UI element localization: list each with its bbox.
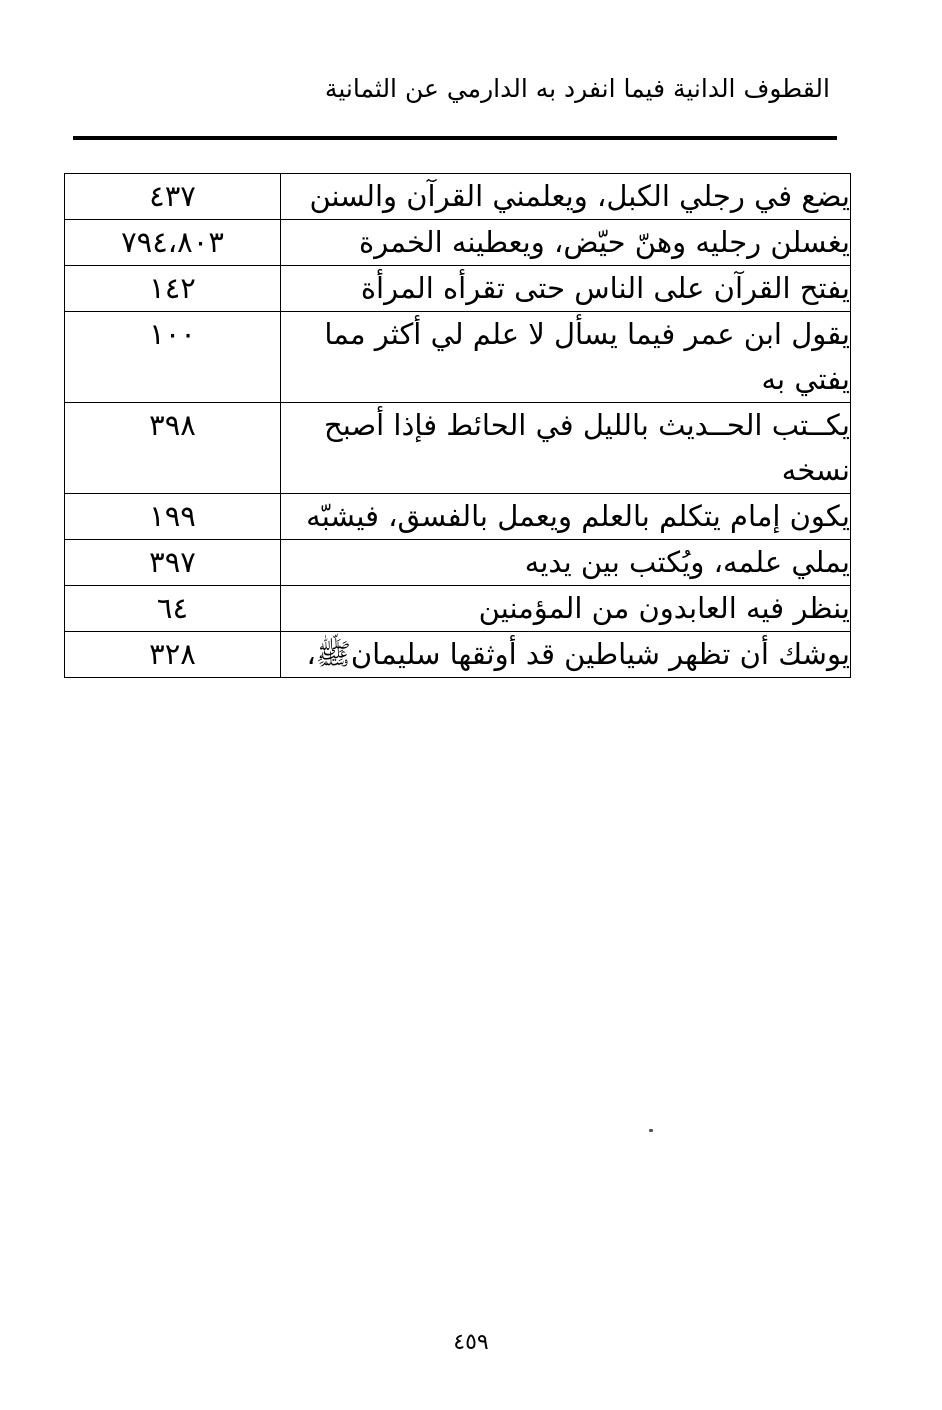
page-reference: ٣٩٨ (65, 403, 281, 494)
page-reference: ٤٣٧ (65, 174, 281, 220)
page-reference: ١٠٠ (65, 312, 281, 403)
scan-speck (649, 1129, 653, 1132)
hadith-text: يملي علمه، ويُكتب بين يديه (281, 540, 851, 586)
table-row (65, 174, 851, 220)
hadith-text: يقول ابن عمر فيما يسأل لا علم لي أكثر مما يفتي به (281, 312, 851, 403)
hadith-text: يغسلن رجليه وهنّ حيّض، ويعطينه الخمرة (281, 220, 851, 266)
page-number: ٤٥٩ (453, 1330, 489, 1355)
hadith-text: يوشك أن تظهر شياطين قد أوثقها سليمانﷺ، (281, 632, 851, 678)
table-row (65, 586, 851, 632)
hadith-text: يفتح القرآن على الناس حتى تقرأه المرأة (281, 266, 851, 312)
page-reference: ٧٩٤،٨٠٣ (65, 220, 281, 266)
page-reference: ١٤٢ (65, 266, 281, 312)
index-table (64, 173, 851, 678)
table-row (65, 312, 851, 403)
page-reference: ٦٤ (65, 586, 281, 632)
table-row (65, 494, 851, 540)
table-row (65, 403, 851, 494)
table-row (65, 266, 851, 312)
hadith-text: يكــتب الحــديث بالليل في الحائط فإذا أصبح نسخه (281, 403, 851, 494)
hadith-text: يضع في رجلي الكبل، ويعلمني القرآن والسنن (281, 174, 851, 220)
hadith-text: ينظر فيه العابدون من المؤمنين (281, 586, 851, 632)
header-rule (73, 136, 837, 140)
page-reference: ١٩٩ (65, 494, 281, 540)
running-header: القطوف الدانية فيما انفرد به الدارمي عن الثمانية (324, 74, 830, 103)
table-row (65, 220, 851, 266)
page-reference: ٣٩٧ (65, 540, 281, 586)
hadith-text: يكون إمام يتكلم بالعلم ويعمل بالفسق، فيشبّه (281, 494, 851, 540)
page-reference: ٣٢٨ (65, 632, 281, 678)
table-row (65, 540, 851, 586)
table-row (65, 632, 851, 678)
